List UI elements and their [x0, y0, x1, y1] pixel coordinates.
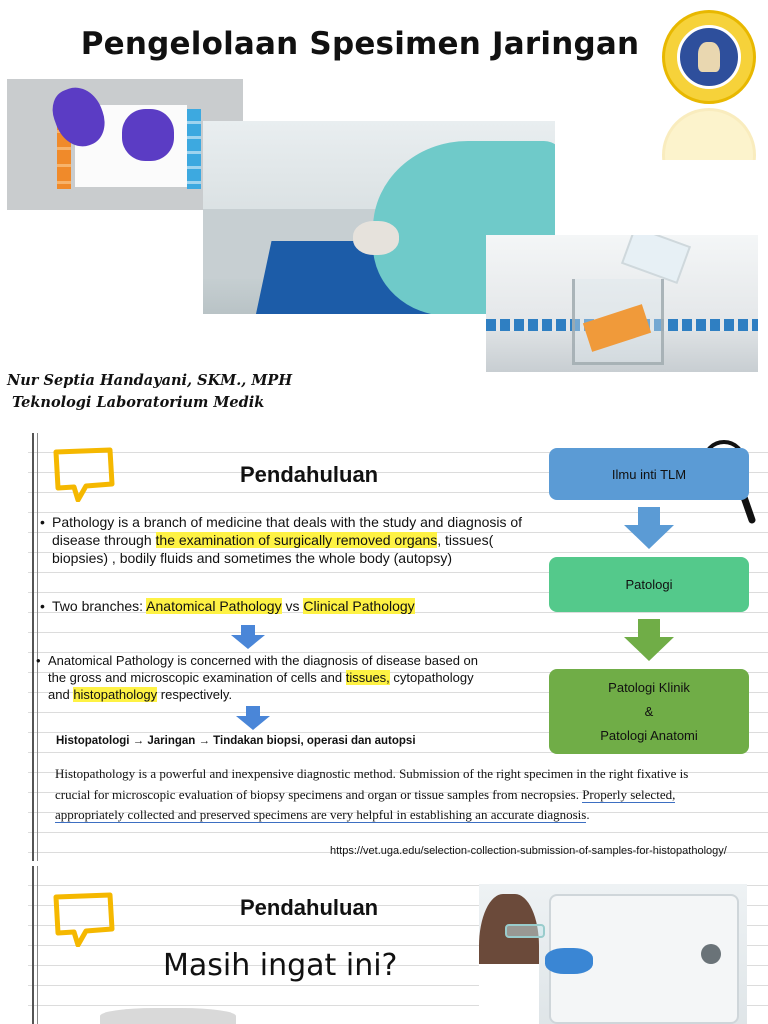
program-name: Teknologi Laboratorium Medik: [12, 394, 265, 411]
section-title: Pendahuluan: [240, 462, 379, 487]
flow-down-arrow-icon: [624, 507, 674, 549]
flow-box-line: &: [644, 703, 654, 719]
bullet-anatomical-pathology: • Anatomical Pathology is concerned with the diagnosis of disease based on the gross and microscopic examination of cells and tissues, cytopathology and histopathology respectively.: [36, 652, 496, 703]
source-url: https://vet.uga.edu/selection-collection-submission-of-samples-for-histopathology/: [330, 845, 727, 857]
photo-microtome-technician: [479, 884, 747, 1024]
flow-box-line: Patologi Klinik: [608, 679, 690, 695]
section-title: Pendahuluan: [240, 895, 379, 920]
photo-fixative-jar: [486, 235, 758, 372]
down-arrow-icon: [236, 706, 270, 730]
down-arrow-icon: [231, 625, 265, 649]
slide-title-main: Pengelolaan Spesimen Jaringan: [80, 26, 640, 62]
histopathology-summary: Histopatologi → Jaringan → Tindakan biopsi, operasi dan autopsi: [56, 735, 416, 747]
flow-box-patologi-klinik-anatomi: [549, 669, 749, 754]
question-text: Masih ingat ini?: [163, 948, 398, 983]
speech-bubble-icon: [50, 891, 116, 947]
flow-box-line: Patologi Anatomi: [600, 727, 698, 743]
histopathology-paragraph: Histopathology is a powerful and inexpensive diagnostic method. Submission of the right specimen in the right fixative is crucial for microscopic evaluation of biopsy specimens and organ or tissue samples from necropsies. Properly selected, appropriately collected and preserved specimens are very helpful in establishing an accurate diagnosis.: [55, 766, 689, 822]
partial-image: [100, 1008, 236, 1024]
author-name: Nur Septia Handayani, SKM., MPH: [7, 372, 293, 389]
flow-down-arrow-icon: [624, 619, 674, 661]
logo-reflection: [662, 108, 756, 160]
bullet-two-branches: • Two branches: Anatomical Pathology vs Clinical Pathology: [40, 597, 520, 615]
university-logo: [662, 10, 756, 104]
flow-box-patologi: Patologi: [549, 557, 749, 612]
speech-bubble-icon: [50, 446, 116, 502]
flow-box-ilmu-inti: Ilmu inti TLM: [549, 448, 749, 500]
bullet-pathology-definition: • Pathology is a branch of medicine that deals with the study and diagnosis of disease through the examination of surgically removed organs, tissues( biopsies) , bodily fluids and sometimes the whole body (autopsy): [40, 513, 530, 567]
